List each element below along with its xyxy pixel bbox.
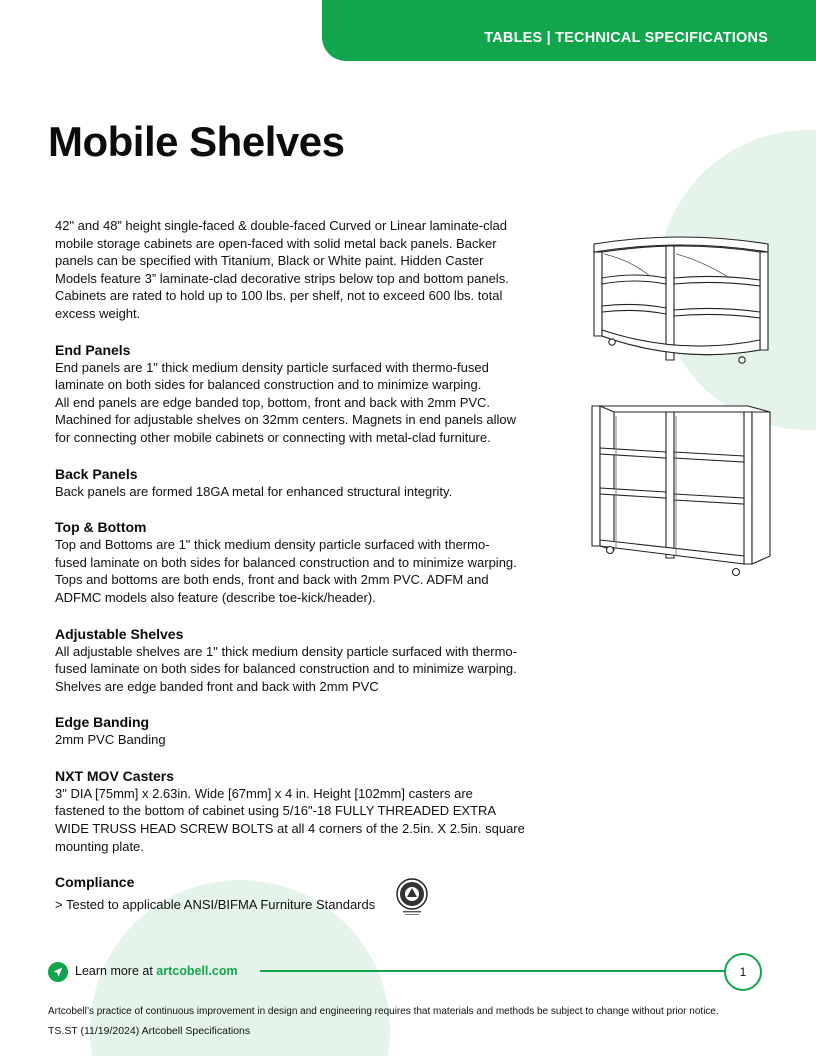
intro-line: excess weight. <box>55 305 141 321</box>
section-back-panels <box>55 465 580 501</box>
section-end-panels <box>55 341 580 447</box>
learn-more-prefix: Learn more at <box>75 964 157 978</box>
section-line: Top and Bottoms are 1" thick medium density particle surfaced with thermo- <box>55 537 490 553</box>
section-line: Back panels are formed 18GA metal for enhanced structural integrity. <box>55 483 453 499</box>
section-heading: NXT MOV Casters <box>55 767 175 784</box>
section-body <box>55 643 580 696</box>
section-line: All adjustable shelves are 1" thick medium density particle surfaced with thermo- <box>55 643 517 659</box>
page-number: 1 <box>724 953 762 991</box>
intro-line: 42" and 48” height single-faced & double-faced Curved or Linear laminate-clad <box>55 218 507 233</box>
section-line: fused laminate on both sides for balanced construction and to minimize warping. <box>55 661 517 677</box>
section-heading: End Panels <box>55 341 131 358</box>
section-line: Machined for adjustable shelves on 32mm centers. Magnets in end panels allow <box>55 412 517 428</box>
header-bar <box>322 0 816 61</box>
section-heading: Compliance <box>55 874 135 891</box>
disclaimer-text: Artcobell’s practice of continuous improvement in design and engineering requires that materials and methods be subject to change without prior notice. <box>48 1006 719 1017</box>
intro-line: Cabinets are rated to hold up to 100 lbs. per shelf, not to exceed 600 lbs. total <box>55 288 503 304</box>
section-line: Tops and bottoms are both ends, front and back with 2mm PVC. ADFM and <box>55 572 489 588</box>
intro-line: mobile storage cabinets are open-faced with solid metal back panels. Backer <box>55 235 497 251</box>
website-link[interactable]: artcobell.com <box>156 964 238 978</box>
navigation-arrow-icon <box>48 962 68 982</box>
section-line: fastened to the bottom of cabinet using 5/16"-18 FULLY THREADED EXTRA <box>55 803 497 819</box>
header-label: TABLES | TECHNICAL SPECIFICATIONS <box>484 30 768 46</box>
section-body <box>55 536 580 606</box>
section-line: All end panels are edge banded top, bottom, front and back with 2mm PVC. <box>55 394 491 410</box>
section-body <box>55 359 580 447</box>
curved-cabinet-illustration <box>590 232 772 370</box>
section-heading: Adjustable Shelves <box>55 625 184 642</box>
section-top-bottom <box>55 518 580 606</box>
section-line: ADFMC models also feature (describe toe-kick/header). <box>55 589 376 605</box>
intro-line: Models feature 3” laminate-clad decorative strips below top and bottom panels. <box>55 270 509 286</box>
footer-learn-more <box>75 964 238 978</box>
section-body <box>55 731 580 749</box>
section-body <box>55 785 580 855</box>
section-casters <box>55 767 580 855</box>
section-line: 2mm PVC Banding <box>55 732 166 748</box>
section-line: mounting plate. <box>55 838 144 854</box>
section-heading: Edge Banding <box>55 714 150 731</box>
compliance-row <box>55 891 580 919</box>
section-edge-banding <box>55 713 580 749</box>
spec-content <box>55 217 580 919</box>
page-title: Mobile Shelves <box>48 118 345 165</box>
linear-cabinet-illustration <box>588 400 774 580</box>
document-reference: TS.ST (11/19/2024) Artcobell Specifications <box>48 1025 251 1037</box>
section-line: for connecting other mobile cabinets or connecting with metal-clad furniture. <box>55 429 491 445</box>
intro-paragraph <box>55 217 580 323</box>
footer-divider <box>260 970 726 972</box>
compliance-text: > Tested to applicable ANSI/BIFMA Furniture Standards <box>55 897 376 913</box>
section-line: fused laminate on both sides for balanced construction and to minimize warping. <box>55 554 517 570</box>
section-line: 3" DIA [75mm] x 2.63in. Wide [67mm] x 4 in. Height [102mm] casters are <box>55 785 473 801</box>
section-body <box>55 483 580 501</box>
bifma-seal-icon <box>391 877 433 919</box>
section-line: laminate on both sides for balanced construction and to minimize warping. <box>55 377 482 393</box>
section-line: WIDE TRUSS HEAD SCREW BOLTS at all 4 corners of the 2.5in. X 2.5in. square <box>55 821 525 837</box>
section-heading: Top & Bottom <box>55 519 147 536</box>
section-compliance <box>55 873 580 919</box>
section-heading: Back Panels <box>55 465 138 482</box>
section-line: Shelves are edge banded front and back with 2mm PVC <box>55 678 379 694</box>
section-line: End panels are 1" thick medium density particle surfaced with thermo-fused <box>55 359 489 375</box>
intro-line: panels can be specified with Titanium, Black or White paint. Hidden Caster <box>55 253 484 269</box>
section-adjustable-shelves <box>55 625 580 696</box>
